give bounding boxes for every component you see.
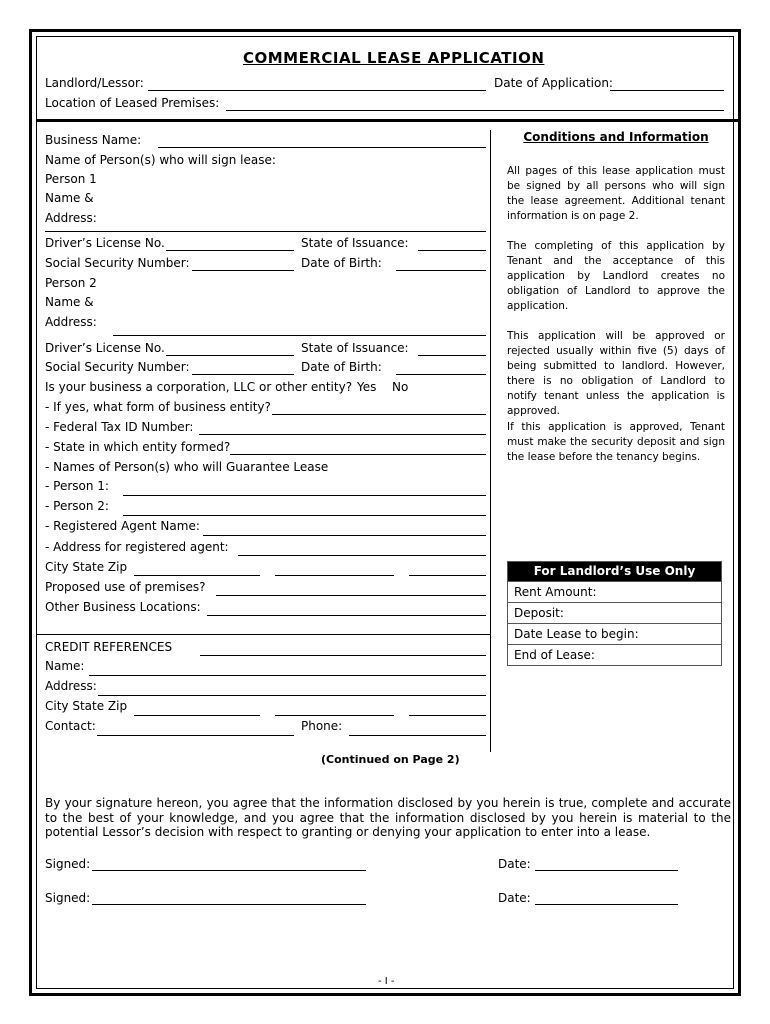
column-divider (490, 130, 491, 752)
credit-zip-field[interactable] (409, 715, 486, 716)
guarantor1-label: - Person 1: (45, 479, 109, 493)
signed-label-1: Signed: (45, 857, 91, 871)
person1-address-label: Address: (45, 211, 97, 225)
credit-phone-field[interactable] (349, 735, 486, 736)
corporation-yes-option[interactable]: Yes (357, 380, 377, 394)
continued-note: (Continued on Page 2) (321, 753, 460, 766)
credit-name-field[interactable] (89, 675, 486, 676)
corporation-question: Is your business a corporation, LLC or other entity? (45, 380, 353, 394)
person2-ssn-field[interactable] (192, 374, 294, 375)
credit-csz-label: City State Zip (45, 699, 128, 713)
person1-label: Person 1 (45, 172, 97, 186)
date-label-2: Date: (498, 891, 531, 905)
agent-name-field[interactable] (203, 535, 486, 536)
guarantor2-field[interactable] (123, 515, 486, 516)
guarantors-label: - Names of Person(s) who will Guarantee Lease (45, 460, 329, 474)
person2-state-field[interactable] (418, 355, 486, 356)
person2-name-label: Name & (45, 295, 94, 309)
proposed-use-field[interactable] (216, 595, 486, 596)
person2-state-label: State of Issuance: (301, 341, 409, 355)
person1-state-field[interactable] (418, 250, 486, 251)
agent-zip-field[interactable] (409, 575, 486, 576)
agent-csz-label: City State Zip (45, 560, 128, 574)
agent-city-field[interactable] (134, 575, 260, 576)
agreement-paragraph: By your signature hereon, you agree that the information disclosed by you herein is true, complete and accurate to the best of your knowledge, and you agree that the information disclosed by you herein is material to the potential Lessor’s decision with respect to granting or denying your application to enter into a lease. (45, 796, 731, 839)
person2-dl-field[interactable] (166, 355, 294, 356)
rent-amount-row[interactable]: Rent Amount: (508, 581, 721, 602)
corporation-no-option[interactable]: No (392, 380, 409, 394)
lease-begin-row[interactable]: Date Lease to begin: (508, 623, 721, 644)
signature-date-field-1[interactable] (535, 870, 678, 871)
header-divider (37, 119, 741, 122)
guarantor2-label: - Person 2: (45, 499, 109, 513)
entity-form-label: - If yes, what form of business entity? (45, 400, 271, 414)
tax-id-field[interactable] (199, 434, 486, 435)
agent-address-label: - Address for registered agent: (45, 540, 229, 554)
landlord-label: Landlord/Lessor: (45, 76, 144, 90)
agent-address-field[interactable] (238, 555, 486, 556)
credit-contact-field[interactable] (97, 735, 294, 736)
conditions-paragraph-3: This application will be approved or rejected usually within five (5) days of being submitted to landlord. However, there is no obligation of Landlord to notify tenant unless the application is approved. (507, 330, 725, 417)
other-locations-field[interactable] (207, 615, 486, 616)
person2-label: Person 2 (45, 276, 97, 290)
person2-dob-label: Date of Birth: (301, 360, 382, 374)
conditions-paragraph-2: The completing of this application by Tenant and the acceptance of this application by Landlord creates no obligation of Landlord to approve the application. (507, 240, 725, 312)
credit-name-label: Name: (45, 659, 85, 673)
signed-label-2: Signed: (45, 891, 91, 905)
credit-contact-label: Contact: (45, 719, 96, 733)
person1-state-label: State of Issuance: (301, 236, 409, 250)
signature-date-field-2[interactable] (535, 904, 678, 905)
agent-state-field[interactable] (275, 575, 394, 576)
credit-address-field[interactable] (98, 695, 486, 696)
deposit-row[interactable]: Deposit: (508, 602, 721, 623)
person1-dl-field[interactable] (166, 250, 294, 251)
person1-address-field[interactable] (45, 231, 486, 232)
location-field[interactable] (226, 110, 724, 111)
entity-form-field[interactable] (272, 414, 486, 415)
person2-address-field[interactable] (113, 335, 486, 336)
person1-dl-label: Driver’s License No. (45, 236, 165, 250)
credit-phone-label: Phone: (301, 719, 343, 733)
conditions-paragraph-1: All pages of this lease application must be signed by all persons who will sign the lease agreement. Additional tenant information is on page 2. (507, 165, 725, 222)
date-label-1: Date: (498, 857, 531, 871)
state-formed-field[interactable] (230, 454, 486, 455)
credit-city-field[interactable] (134, 715, 260, 716)
signature-field-1[interactable] (92, 870, 366, 871)
date-of-application-label: Date of Application: (494, 76, 613, 90)
person1-dob-field[interactable] (396, 270, 486, 271)
state-formed-label: - State in which entity formed? (45, 440, 231, 454)
credit-references-heading: CREDIT REFERENCES (45, 640, 173, 654)
page-number: - I - (378, 976, 395, 987)
person1-dob-label: Date of Birth: (301, 256, 382, 270)
guarantor1-field[interactable] (123, 495, 486, 496)
person2-address-label: Address: (45, 315, 97, 329)
conditions-heading: Conditions and Information (523, 130, 709, 144)
credit-state-field[interactable] (275, 715, 394, 716)
landlord-use-heading: For Landlord’s Use Only (508, 562, 721, 581)
landlord-use-box (507, 561, 722, 666)
business-name-field[interactable] (158, 147, 486, 148)
signers-label: Name of Person(s) who will sign lease: (45, 153, 276, 167)
lease-end-row[interactable]: End of Lease: (508, 644, 721, 665)
credit-heading-line (200, 655, 486, 656)
landlord-field[interactable] (148, 90, 486, 91)
business-name-label: Business Name: (45, 133, 142, 147)
person2-ssn-label: Social Security Number: (45, 360, 190, 374)
location-label: Location of Leased Premises: (45, 96, 220, 110)
credit-divider (37, 634, 490, 635)
agent-name-label: - Registered Agent Name: (45, 519, 200, 533)
tax-id-label: - Federal Tax ID Number: (45, 420, 194, 434)
credit-address-label: Address: (45, 679, 97, 693)
person1-ssn-field[interactable] (192, 270, 294, 271)
form-title: COMMERCIAL LEASE APPLICATION (243, 49, 545, 67)
person2-dl-label: Driver’s License No. (45, 341, 165, 355)
person1-ssn-label: Social Security Number: (45, 256, 190, 270)
person2-dob-field[interactable] (396, 374, 486, 375)
date-of-application-field[interactable] (610, 90, 724, 91)
person1-name-label: Name & (45, 191, 94, 205)
signature-field-2[interactable] (92, 904, 366, 905)
conditions-paragraph-4: If this application is approved, Tenant must make the security deposit and sign the lease before the tenancy begins. (507, 421, 725, 463)
other-locations-label: Other Business Locations: (45, 600, 201, 614)
proposed-use-label: Proposed use of premises? (45, 580, 206, 594)
